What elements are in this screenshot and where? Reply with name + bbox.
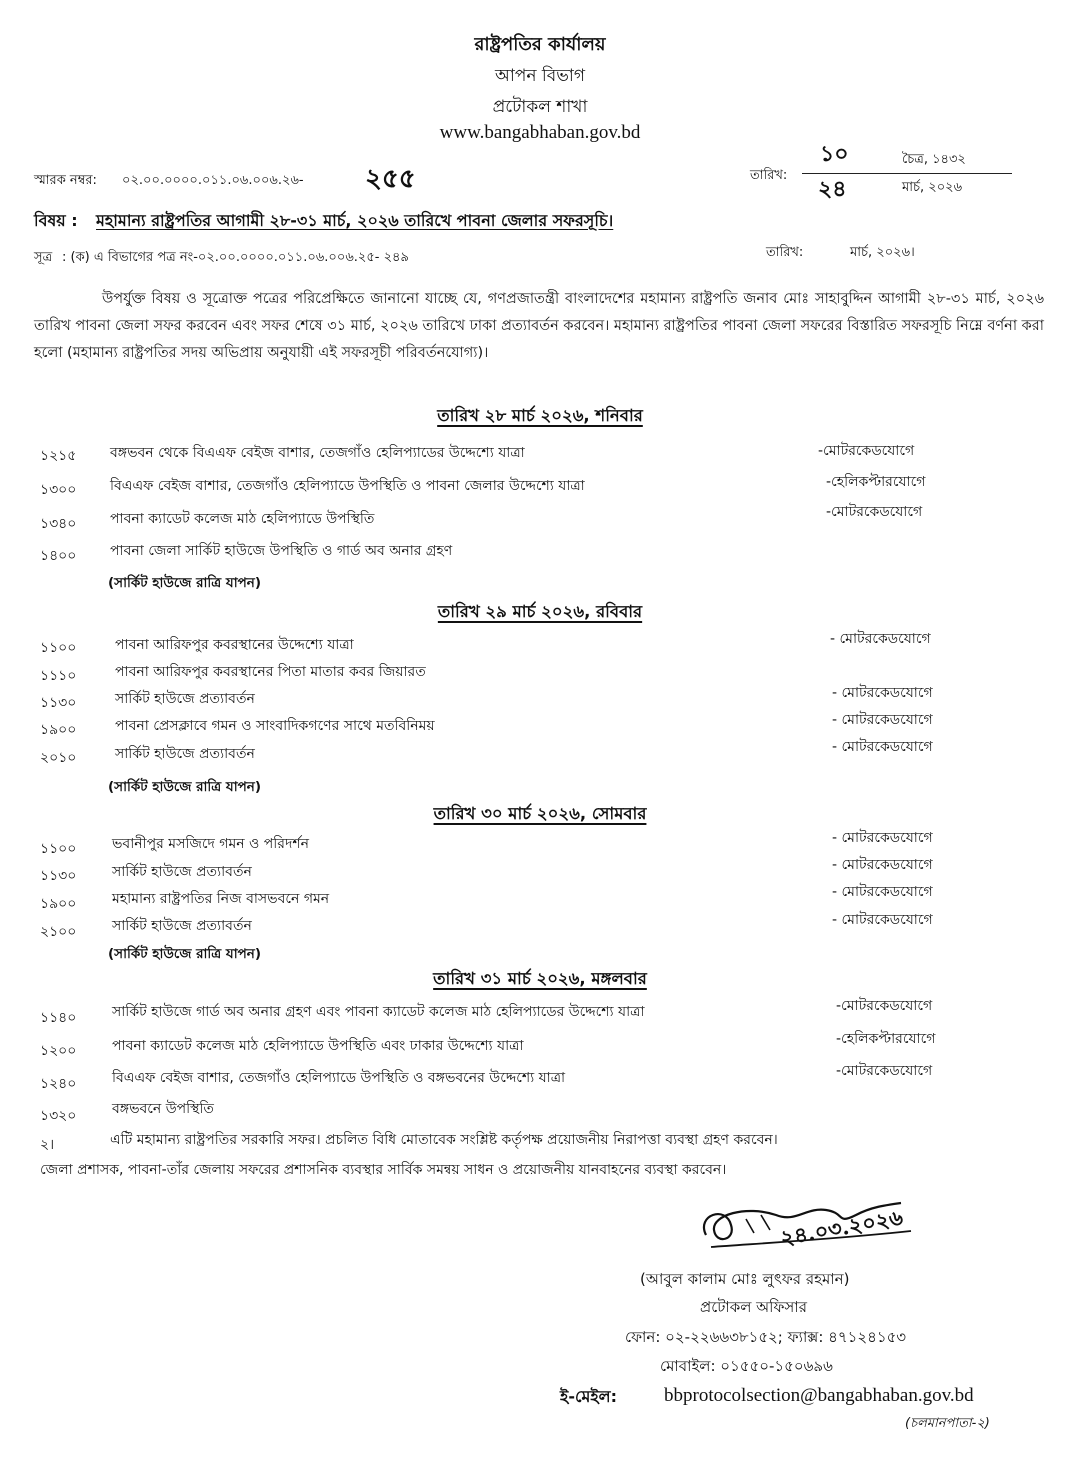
reference-date-label: তারিখ: [766,245,804,260]
row-activity: পাবনা ক্যাডেট কলেজ মাঠ হেলিপ্যাডে উপস্থিতি [110,511,375,527]
row-time: ১১৩০ [40,868,77,884]
row-mode: - মোটরকেডযোগে [832,712,933,728]
row-time: ২১০০ [40,924,77,940]
row-time: ১৩৪০ [40,516,77,532]
row-mode: - মোটরকেডযোগে [832,857,933,873]
memo-number: ০২.০০.০০০০.০১১.০৬.০০৬.২৬- [122,173,304,188]
section-name: প্রটোকল শাখা [492,97,588,117]
row-activity: ভবানীপুর মসজিদে গমন ও পরিদর্শন [112,836,309,852]
row-activity: সার্কিট হাউজে প্রত্যাবর্তন [115,746,255,762]
row-activity: বঙ্গভবন থেকে বিএএফ বেইজ বাশার, তেজগাঁও হেলিপ্যাডের উদ্দেশ্যে যাত্রা [110,445,525,461]
row-mode: -হেলিকপ্টারযোগে [826,474,926,490]
row-time: ১১৪০ [40,1010,77,1026]
row-activity: মহামান্য রাষ্ট্রপতির নিজ বাসভবনে গমন [112,891,330,907]
row-mode: -হেলিকপ্টারযোগে [836,1031,936,1047]
memo-handwritten-number: ২৫৫ [365,164,416,194]
row-mode: - মোটরকেডযোগে [832,685,933,701]
row-time: ১১১০ [40,668,77,684]
row-activity: সার্কিট হাউজে প্রত্যাবর্তন [112,864,252,880]
row-mode: -মোটরকেডযোগে [836,1063,933,1079]
day-heading: তারিখ ৩১ মার্চ ২০২৬, মঙ্গলবার [433,969,647,988]
row-mode: -মোটরকেডযোগে [826,504,923,520]
row-mode: - মোটরকেডযোগে [832,912,933,928]
row-activity: পাবনা আরিফপুর কবরস্থানের পিতা মাতার কবর জিয়ারত [115,664,426,680]
reference-label: সূত্র [34,250,53,265]
signature-handwritten-date: ২৪.০৩.২০২৬ [778,1204,905,1251]
row-time: ১৪০০ [40,548,77,564]
row-activity: সার্কিট হাউজে প্রত্যাবর্তন [112,918,252,934]
row-activity: বিএএফ বেইজ বাশার, তেজগাঁও হেলিপ্যাডে উপস্থিতি ও পাবনা জেলার উদ্দেশ্যে যাত্রা [110,478,585,494]
row-activity: সার্কিট হাউজে প্রত্যাবর্তন [115,691,255,707]
row-time: ১৯০০ [40,896,77,912]
website-link[interactable]: www.bangabhaban.gov.bd [439,122,641,143]
row-time: ১৩২০ [40,1108,77,1124]
row-activity: পাবনা ক্যাডেট কলেজ মাঠ হেলিপ্যাডে উপস্থিতি এবং ঢাকার উদ্দেশ্যে যাত্রা [112,1038,524,1054]
memo-label: স্মারক নম্বর: [34,173,97,188]
email-label: ই-মেইল: [560,1387,617,1406]
memo-date-label: তারিখ: [750,168,788,183]
bangla-month: চৈত্র, ১৪৩২ [902,152,966,167]
reference-date: মার্চ, ২০২৬। [850,245,915,260]
row-time: ২০১০ [40,750,77,766]
row-mode: -মোটরকেডযোগে [836,998,933,1014]
day-heading: তারিখ ৩০ মার্চ ২০২৬, সোমবার [433,804,647,823]
contact-email[interactable]: bbprotocolsection@bangabhaban.gov.bd [664,1385,974,1406]
row-mode: - মোটরকেডযোগে [832,739,933,755]
row-time: ১১৩০ [40,695,77,711]
contact-mobile: মোবাইল: ০১৫৫০-১৫০৬৯৬ [660,1357,833,1375]
row-activity: পাবনা প্রেসক্লাবে গমন ও সাংবাদিকগণের সাথে মতবিনিময় [115,718,435,734]
row-time: ১২০০ [40,1043,77,1059]
row-time: ১১০০ [40,640,77,656]
row-mode: -মোটরকেডযোগে [818,443,915,459]
row-time: ১২১৫ [40,448,77,464]
division-name: আপন বিভাগ [495,66,585,86]
english-month: মার্চ, ২০২৬ [902,180,963,195]
row-activity: পাবনা আরিফপুর কবরস্থানের উদ্দেশ্যে যাত্রা [115,637,354,653]
row-time: ১২৪০ [40,1076,77,1092]
row-activity: পাবনা জেলা সার্কিট হাউজে উপস্থিতি ও গার্ড অব অনার গ্রহণ [110,543,453,559]
english-day-handwritten: ২৪ [818,176,847,202]
row-mode: - মোটরকেডযোগে [832,884,933,900]
continued-page-note: (চলমানপাতা-২) [905,1416,990,1431]
row-activity: সার্কিট হাউজে গার্ড অব অনার গ্রহণ এবং পাবনা ক্যাডেট কলেজ মাঠ হেলিপ্যাডের উদ্দেশ্যে যাত্রা [112,1004,645,1020]
point-text: এটি মহামান্য রাষ্ট্রপতির সরকারি সফর। প্রচলিত বিধি মোতাবেক সংশ্লিষ্ট কর্তৃপক্ষ প্রয়োজনীয় নিরাপত্তা ব্যবস্থা গ্রহণ করবেন। [110,1132,778,1148]
row-activity: বিএএফ বেইজ বাশার, তেজগাঁও হেলিপ্যাডে উপস্থিতি ও বঙ্গভবনের উদ্দেশ্যে যাত্রা [112,1070,566,1086]
day-heading: তারিখ ২৯ মার্চ ২০২৬, রবিবার [437,602,643,621]
row-activity: বঙ্গভবনে উপস্থিতি [112,1101,214,1117]
row-time: ১৩০০ [40,482,77,498]
overnight-note: (সার্কিট হাউজে রাত্রি যাপন) [108,946,261,962]
bangla-day-handwritten: ১০ [820,141,849,167]
contact-phone: ফোন: ০২-২২৬৬৩৮১৫২; ফ্যাক্স: ৪৭১২৪১৫৩ [625,1328,907,1346]
signatory-designation: প্রটোকল অফিসার [700,1298,807,1316]
row-mode: - মোটরকেডযোগে [830,631,931,647]
row-mode: - মোটরকেডযোগে [832,830,933,846]
day-heading: তারিখ ২৮ মার্চ ২০২৬, শনিবার [437,406,643,425]
point-text-continued: জেলা প্রশাসক, পাবনা-তাঁর জেলায় সফরের প্রশাসনিক ব্যবস্থার সার্বিক সমন্বয় সাধন ও প্রয়োজনীয় যানবাহনের ব্যবস্থা করবেন। [40,1162,727,1178]
overnight-note: (সার্কিট হাউজে রাত্রি যাপন) [108,575,261,591]
subject-text: মহামান্য রাষ্ট্রপতির আগামী ২৮-৩১ মার্চ, ২০২৬ তারিখে পাবনা জেলার সফরসূচি। [96,211,614,230]
subject-label: বিষয় : [34,211,78,230]
intro-paragraph: উপর্যুক্ত বিষয় ও সূত্রোক্ত পত্রের পরিপ্রেক্ষিতে জানানো যাচ্ছে যে, গণপ্রজাতন্ত্রী বাংলাদেশের মহামান্য রাষ্ট্রপতি জনাব মোঃ সাহাবুদ্দিন আগামী ২৮-৩১ মার্চ, ২০২৬ তারিখ পাবনা জেলা সফর করবেন এবং সফর শেষে ৩১ মার্চ, ২০২৬ তারিখে ঢাকা প্রত্যাবর্তন করবেন। মহামান্য রাষ্ট্রপতির পাবনা জেলা সফরের বিস্তারিত সফরসূচি নিম্নে বর্ণনা করা হলো (মহামান্য রাষ্ট্রপতির সদয় অভিপ্রায় অনুযায়ী এই সফরসূচী পরিবর্তনযোগ্য)। [34,291,1044,361]
overnight-note: (সার্কিট হাউজে রাত্রি যাপন) [108,779,261,795]
signatory-name: (আবুল কালাম মোঃ লুৎফর রহমান) [640,1270,850,1288]
reference-text: : (ক) এ বিভাগের পত্র নং-০২.০০.০০০০.০১১.০৬.০০৬.২৫- ২৪৯ [62,250,409,265]
office-title: রাষ্ট্রপতির কার্যালয় [474,34,606,55]
row-time: ১৯০০ [40,722,77,738]
row-time: ১১০০ [40,841,77,857]
point-number: ২। [40,1137,55,1153]
